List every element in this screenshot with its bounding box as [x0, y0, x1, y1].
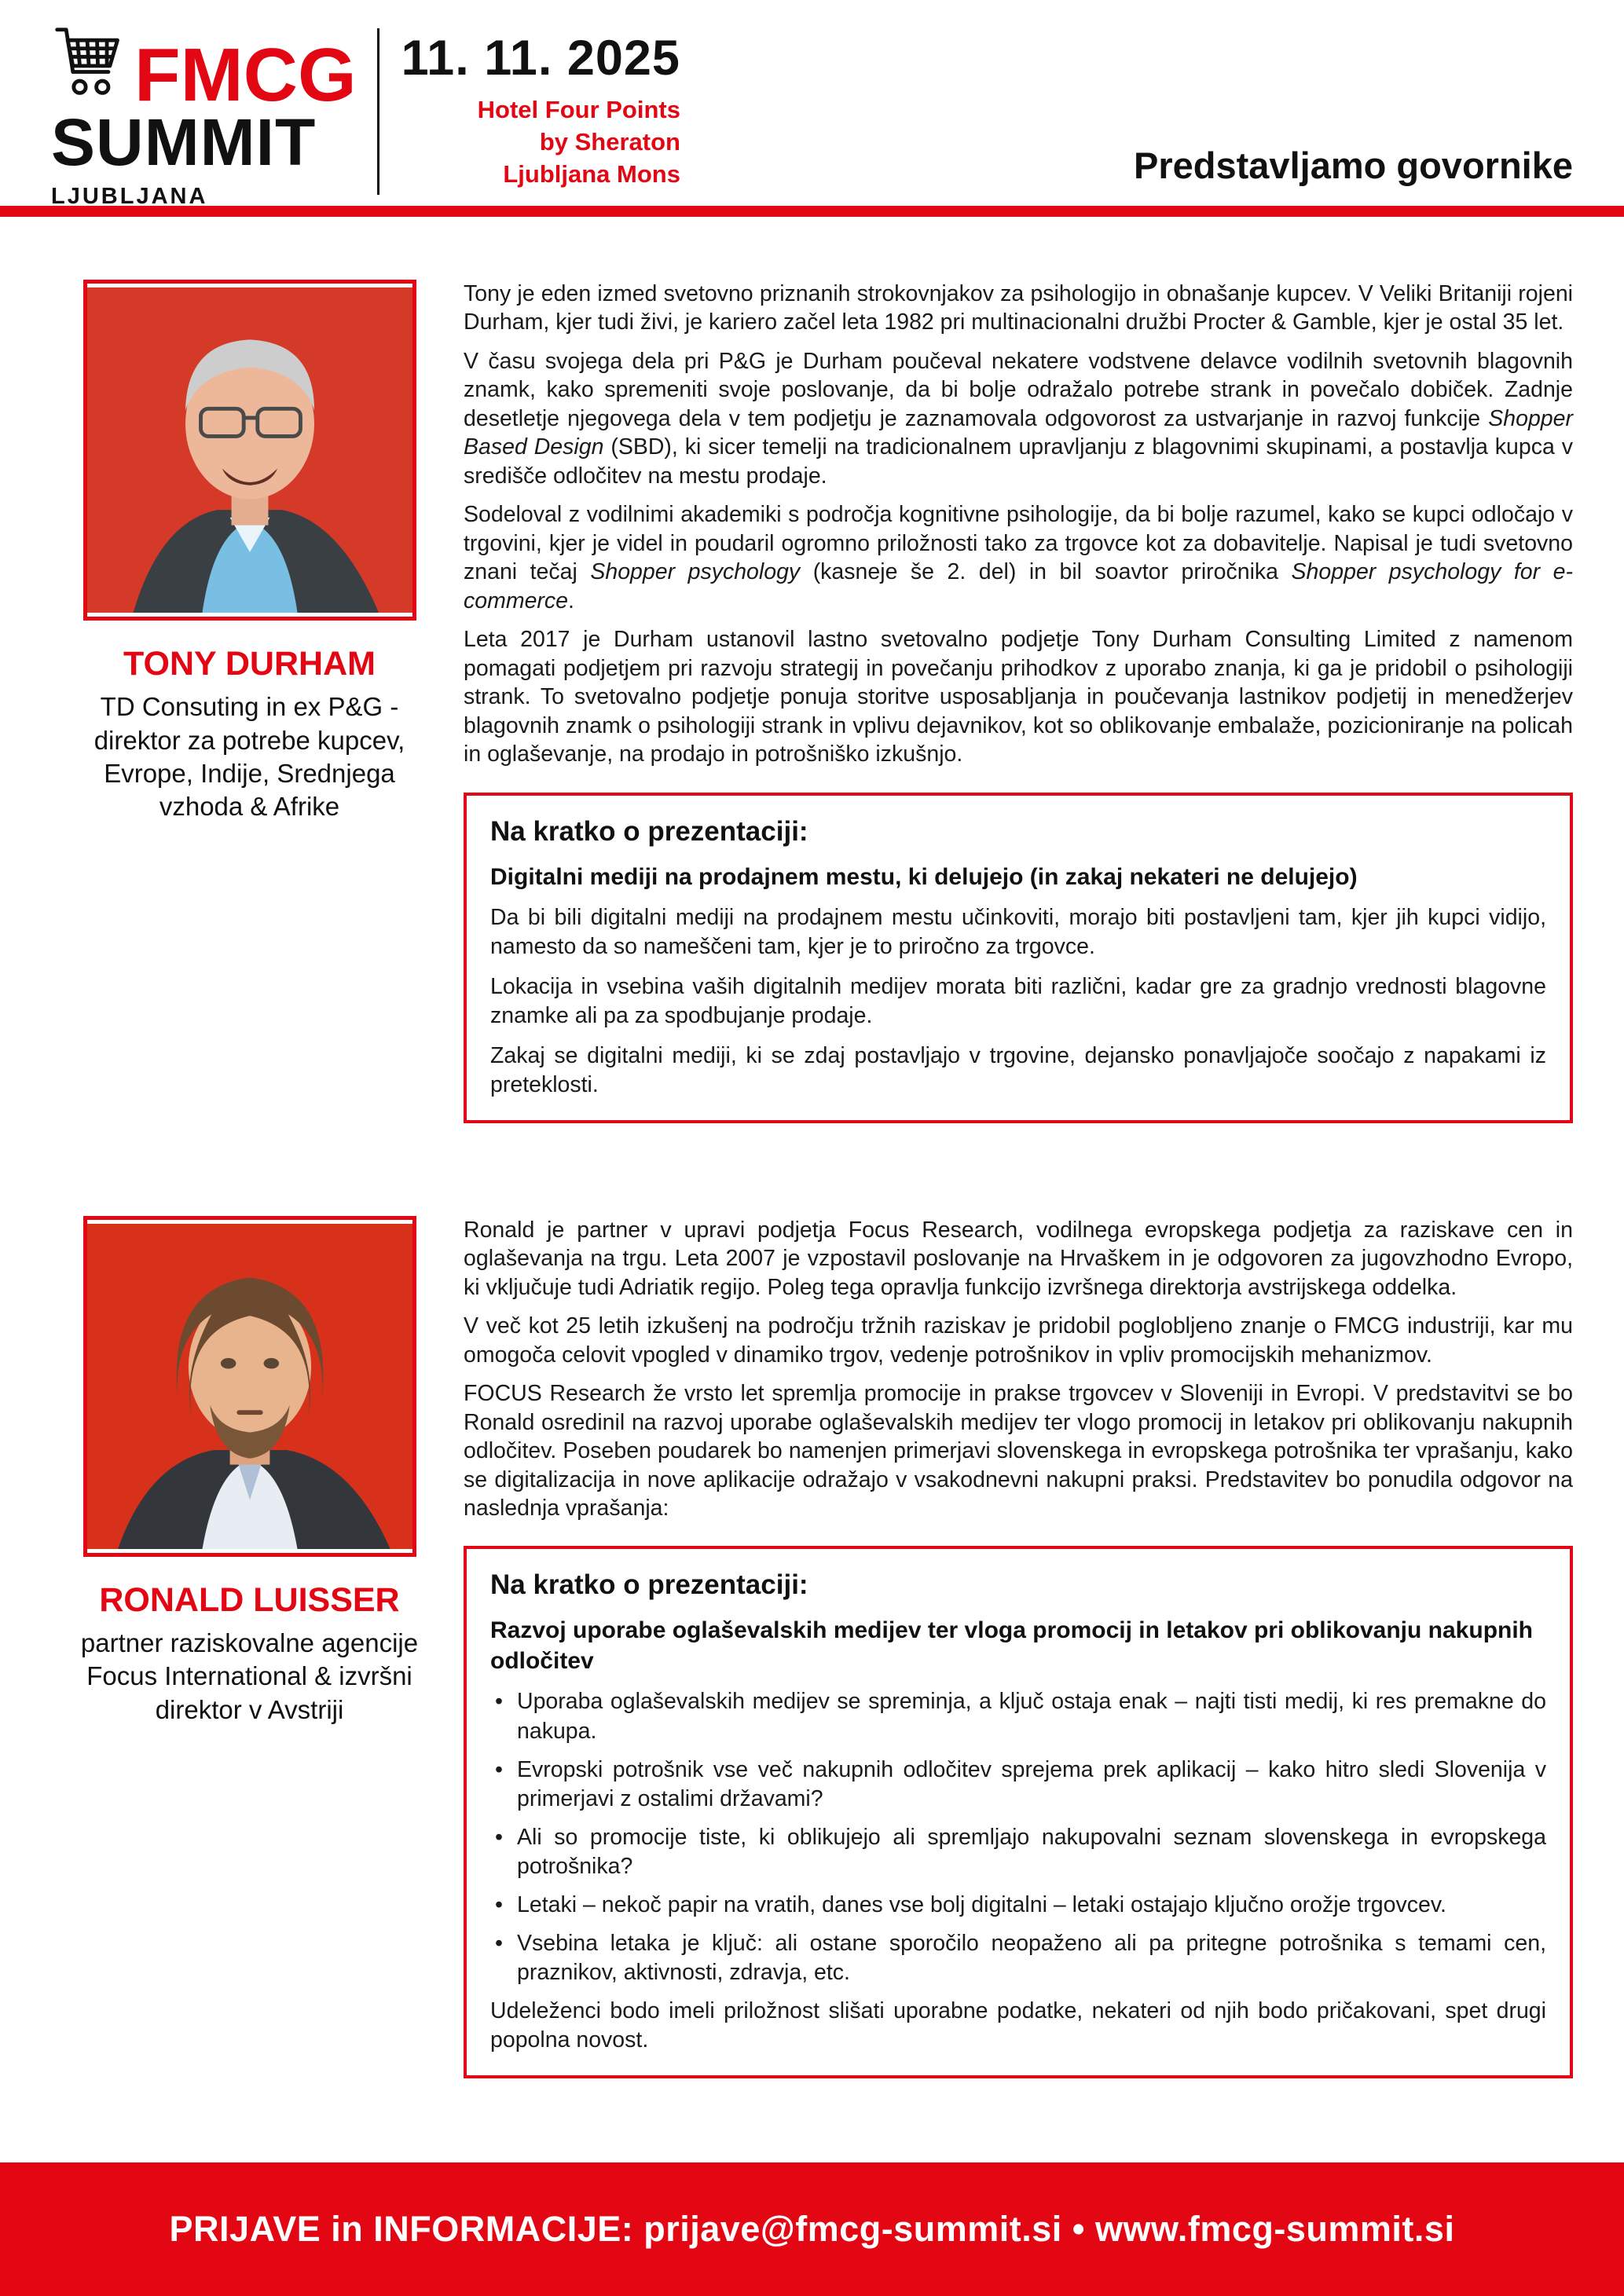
- speaker-content-column: [464, 280, 1573, 1123]
- event-venue: [401, 94, 680, 191]
- footer-contact-text: PRIJAVE in INFORMACIJE: prijave@fmcg-summit.si • www.fmcg-summit.si: [169, 2209, 1455, 2249]
- presentation-bullet: • Letaki – nekoč papir na vratih, danes vse bolj digitalni – letaki ostajajo ključno orožje trgovcev.: [490, 1891, 1546, 1920]
- header: [0, 0, 1624, 209]
- bio-paragraph: V več kot 25 letih izkušenj na področju tržnih raziskav je pridobil poglobljeno znanje o FMCG industriji, kar mu omogoča celovit vpogled v dinamiko trgov, vedenje potrošnikov in vpliv promocijskih mehanizmov.: [464, 1313, 1573, 1368]
- venue-line-3: Ljubljana Mons: [503, 159, 680, 188]
- speaker-name: TONY DURHAM: [123, 645, 376, 683]
- presentation-bullet: • Uporaba oglaševalskih medijev se spreminja, a ključ ostaja enak – najti tisti medij, ki res premakne do nakupa.: [490, 1687, 1546, 1745]
- speaker-name: RONALD LUISSER: [99, 1580, 400, 1619]
- speaker-title: partner raziskovalne agencije Focus International & izvršni direktor v Avstriji: [80, 1628, 419, 1724]
- presentation-paragraph: Lokacija in vsebina vaših digitalnih medijev morata biti različni, kadar gre za gradnjo vrednosti blagovne znamke ali pa za spodbujanje prodaje.: [490, 973, 1546, 1028]
- footer-bar: [0, 2162, 1624, 2296]
- presentation-bullet-list: [490, 1687, 1546, 1987]
- presentation-box: [464, 793, 1573, 1123]
- speaker-photo-column: [51, 1216, 448, 1727]
- speaker-bio: [464, 1216, 1573, 1523]
- bio-paragraph: V času svojega dela pri P&G je Durham poučeval nekatere vodstvene delavce vodilnih svetovnih blagovnih znamk, kako spremeniti svoje poslovanje, da bi bolje odražalo potrebe strank in povečalo dobiček. Zadnje desetletje njegovega dela v tem podjetju je zaznamovala odgovorost za ustvarjanje in razvoj funkcije Shopper Based Design (SBD), ki sicer temelji na tradicionalnem upravljanju z blagovnimi skupinami, a postavlja kupca v središče odločitev na mestu prodaje.: [464, 348, 1573, 489]
- presentation-box-heading: Na kratko o prezentaciji:: [490, 815, 808, 847]
- presentation-title: Digitalni mediji na prodajnem mestu, ki delujejo (in zakaj nekateri ne delujejo): [490, 863, 1358, 890]
- venue-line-2: by Sheraton: [539, 127, 680, 156]
- presentation-bullet: • Evropski potrošnik vse več nakupnih odločitev sprejema prek aplikacij – kako hitro sledi Slovenija v primerjavi z ostalimi državami?: [490, 1756, 1546, 1814]
- bio-paragraph: Leta 2017 je Durham ustanovil lastno svetovalno podjetje Tony Durham Consulting Limited z namenom pomagati podjetjem pri razvoju strategij in povečanju prihodkov z uporabo znanja, ki ga je pridobil o psihologiji strank. To svetovalno podjetje ponuja storitve usposabljanja in poučevanja lastnikov podjetij in menedžerjev blagovnih znamk o psihologiji strank in vplivu dejavnikov, kot so oblikovanje embalaže, pozicioniranje na policah in oglaševanje, na prodajo in potrošniško izkušnjo.: [464, 627, 1573, 767]
- speaker-section-tony-durham: [0, 280, 1624, 1123]
- speaker-section-ronald-luisser: [0, 1216, 1624, 2078]
- logo-brand-summit: SUMMIT: [51, 105, 317, 179]
- speaker-title: TD Consuting in ex P&G - direktor za potrebe kupcev, Evrope, Indije, Srednjega vzhoda & Afrike: [93, 692, 405, 821]
- presentation-closing: Udeleženci bodo imeli priložnost slišati uporabne podatke, nekateri od njih bodo pričakovani, spet drugi popolna novost.: [490, 1998, 1546, 2052]
- logo-city-ljubljana: LJUBLJANA: [51, 183, 208, 209]
- presentation-box-heading: Na kratko o prezentaciji:: [490, 1569, 808, 1601]
- presentation-box: [464, 1546, 1573, 2078]
- bio-paragraph: FOCUS Research že vrsto let spremlja promocije in prakse trgovcev v Sloveniji in Evropi. V predstavitvi se bo Ronald osredinil na razvoj uporabe oglaševalskih medijev ter vlogo promocij in letakov pri oblikovanju nakupnih odločitev. Poseben poudarek bo namenjen primerjavi slovenskega in evropskega potrošnika ter vprašanju, kako se digitalizacija in nove aplikacije odražajo v vsakodnevni nakupni praksi. Predstavitev bo ponudila odgovor na naslednja vprašanja:: [464, 1381, 1573, 1521]
- presentation-paragraph: Da bi bili digitalni mediji na prodajnem mestu učinkoviti, morajo biti postavljeni tam, kjer jih kupci vidijo, namesto da so nameščeni tam, kjer je to priročno za trgovce.: [490, 904, 1546, 959]
- speaker-content-column: [464, 1216, 1573, 2078]
- event-date: 11. 11. 2025: [401, 31, 680, 86]
- header-divider: [377, 28, 379, 195]
- speaker-photo: [83, 280, 416, 621]
- presentation-bullet: • Ali so promocije tiste, ki oblikujejo ali spremljajo nakupovalni seznam slovenskega in evropskega potrošnika?: [490, 1823, 1546, 1881]
- presentation-bullet: • Vsebina letaka je ključ: ali ostane sporočilo neopaženo ali pa pritegne potrošnika s temami cen, praznikov, aktivnosti, zdravja, etc.: [490, 1929, 1546, 1987]
- presentation-title: Razvoj uporabe oglaševalskih medijev ter vloga promocij in letakov pri oblikovanju nakupnih odločitev: [490, 1617, 1534, 1675]
- venue-line-1: Hotel Four Points: [477, 96, 680, 123]
- page-title: Predstavljamo govornike: [1134, 145, 1573, 186]
- shopping-cart-icon: [51, 22, 126, 104]
- event-date-block: [401, 30, 680, 191]
- speaker-bio: [464, 280, 1573, 769]
- speaker-photo: [83, 1216, 416, 1557]
- bio-paragraph: Sodeloval z vodilnimi akademiki s področja kognitivne psihologije, da bi bolje razumel, kako se kupci odločajo v trgovini, kjer je videl in poudaril ogromno priložnosti tako za trgovce kot za dobavitelje. Napisal je tudi svetovno znani tečaj Shopper psychology (kasneje še 2. del) in bil soavtor priročnika Shopper psychology for e-commerce.: [464, 502, 1573, 613]
- speaker-photo-illustration-tony: [87, 284, 412, 617]
- presentation-paragraph: Zakaj se digitalni mediji, ki se zdaj postavljajo v trgovine, dejansko ponavljajoče soočajo z napakami iz preteklosti.: [490, 1042, 1546, 1097]
- bio-paragraph: Tony je eden izmed svetovno priznanih strokovnjakov za psihologijo in obnašanje kupcev. V Veliki Britaniji rojeni Durham, kjer tudi živi, je kariero začel leta 1982 pri multinacionalni družbi Procter & Gamble, kjer je ostal 35 let.: [464, 281, 1573, 335]
- speaker-photo-illustration-ronald: [87, 1220, 412, 1553]
- speaker-photo-column: [51, 280, 448, 823]
- logo-brand-fmcg: FMCG: [134, 32, 357, 117]
- bio-paragraph: Ronald je partner v upravi podjetja Focus Research, vodilnega evropskega podjetja za raziskave cen in oglaševanja na trgu. Leta 2007 je vzpostavil poslovanje na Hrvaškem in je odgovoren za jugovzhodno Evropo, ki vključuje tudi Adriatik regijo. Poleg tega opravlja funkcijo izvršnega direktorja avstrijskega oddelka.: [464, 1217, 1573, 1300]
- fmcg-summit-logo: [51, 22, 357, 210]
